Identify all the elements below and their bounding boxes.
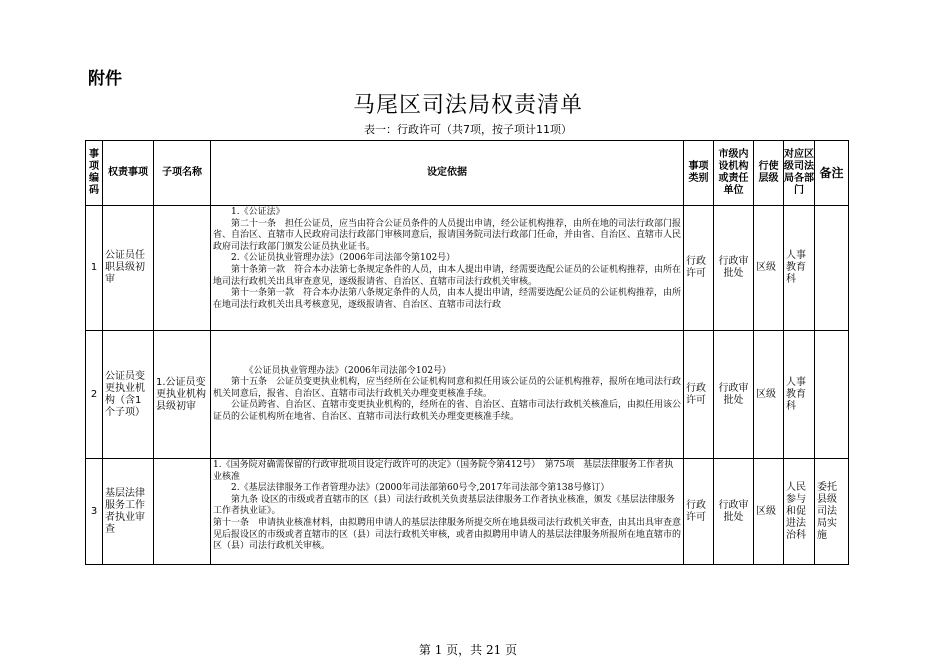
- basis-line: 第十五条 公证员变更执业机构，应当经所在公证机构同意和拟任用该公证员的公证机构推荐，报所在地司法行政机关同意后，报省、自治区、直辖市司法行政机关办理变更核准手续。: [213, 377, 682, 399]
- basis-line: 第十一条第一款 符合本办法第八条规定条件的人员，由本人提出申请，经需要选配公证员的公证机构推荐，由所在地司法行政机关出具考核意见，逐级报请省、自治区、直辖市司法行政: [213, 288, 682, 310]
- basis-line: 第十一条 申请执业核准材料，由拟聘用申请人的基层法律服务所提交所在地县级司法行政机关审查，由其出具审查意见后报设区的市级或者直辖市的区（县）司法行政机关审核，或者由拟聘用申请人的基层法律服务所报所在地直辖市的区（县）司法行政机关审核。: [213, 517, 682, 552]
- basis-line: 1.《国务院对确需保留的行政审批项目设定行政许可的决定》（国务院令第412号） 第75项 基层法律服务工作者执业核准: [213, 460, 674, 482]
- row-dept: 行政审批处: [714, 331, 754, 459]
- row-dept: 行政审批处: [714, 459, 754, 565]
- row-item: 公证员任职县级初审: [103, 206, 154, 331]
- basis-line: 第二十一条 担任公证员，应当由符合公证员条件的人员提出申请，经公证机构推荐，由所在地的司法行政部门报省、自治区、直辖市人民政府司法行政部门审核同意后，报请国务院司法行政部门任命，并由省、自治区、直辖市人民政府司法行政部门颁发公证员执业证书。: [213, 218, 682, 252]
- page-footer: 第 1 页，共 21 页: [418, 643, 518, 657]
- row-remark: [815, 206, 849, 331]
- header-remark: 备注: [815, 141, 849, 206]
- header-item: 权责事项: [103, 141, 154, 206]
- row-dept: 行政审批处: [714, 206, 754, 331]
- row-subitem: [154, 459, 211, 565]
- row-code: 1: [86, 206, 103, 331]
- table-subtitle: 表一：行政许可（共7项，按子项计11项）: [364, 123, 572, 136]
- row-remark: [815, 331, 849, 459]
- basis-line: 第十条第一款 符合本办法第七条规定条件的人员，由本人提出申请，经需要选配公证员的公证机构推荐，由所在地司法行政机关出具审查意见，逐级报请省、自治区、直辖市司法行政机关审核。: [213, 264, 682, 287]
- row-basis: [211, 206, 684, 331]
- basis-line: 《公证员执业管理办法》（2006年司法部令102号）: [244, 365, 452, 376]
- header-dept: 市级内设机构或责任单位: [714, 141, 754, 206]
- responsibility-table: [85, 140, 849, 565]
- basis-line: 第九条 设区的市级或者直辖市的区（县）司法行政机关负责基层法律服务工作者执业核准，颁发《基层法律服务工作者执业证》。: [213, 494, 675, 517]
- header-row: [86, 141, 849, 206]
- header-level: 行使层级: [754, 141, 784, 206]
- row-basis: [211, 331, 684, 459]
- table-row: [86, 206, 849, 331]
- page-title: 马尾区司法局权责清单: [352, 93, 583, 118]
- basis-line: 2.《基层法律服务工作者管理办法》（2000年司法部第60号令,2017年司法部令第138号修订）: [231, 483, 610, 494]
- row-district: 人民参与和促进法治科: [784, 459, 815, 565]
- row-basis: [211, 459, 684, 565]
- row-code: 3: [86, 459, 103, 565]
- row-remark: 委托县级司法局实施: [815, 459, 849, 565]
- row-category: 行政许可: [684, 331, 714, 459]
- header-subitem: 子项名称: [154, 141, 211, 206]
- row-subitem: [154, 206, 211, 331]
- row-subitem: 1.公证员变更执业机构县级初审: [154, 331, 211, 459]
- header-basis: 设定依据: [211, 141, 684, 206]
- row-item: 公证员变更执业机构（含1个子项）: [103, 331, 154, 459]
- header-code: 事项编码: [86, 141, 103, 206]
- basis-line: 2.《公证员执业管理办法》（2006年司法部令第102号）: [231, 253, 456, 264]
- row-category: 行政许可: [684, 459, 714, 565]
- row-level: 区级: [754, 331, 784, 459]
- table-row: [86, 331, 849, 459]
- row-level: 区级: [754, 459, 784, 565]
- row-item: 基层法律服务工作者执业审查: [103, 459, 154, 565]
- attachment-label: 附件: [88, 69, 122, 89]
- row-code: 2: [86, 331, 103, 459]
- basis-line: 1.《公证法》: [231, 207, 285, 217]
- header-district: 对应区级司法局各部门: [784, 141, 815, 206]
- row-district: 人事教育科: [784, 206, 815, 331]
- header-category: 事项类别: [684, 141, 714, 206]
- table-row: [86, 459, 849, 565]
- row-level: 区级: [754, 206, 784, 331]
- row-category: 行政许可: [684, 206, 714, 331]
- basis-line: 公证员跨省、自治区、直辖市变更执业机构的，经所在的省、自治区、直辖市司法行政机关核准后，由拟任用该公证员的公证机构所在地省、自治区、直辖市司法行政机关办理变更核准手续。: [213, 400, 682, 422]
- row-district: 人事教育科: [784, 331, 815, 459]
